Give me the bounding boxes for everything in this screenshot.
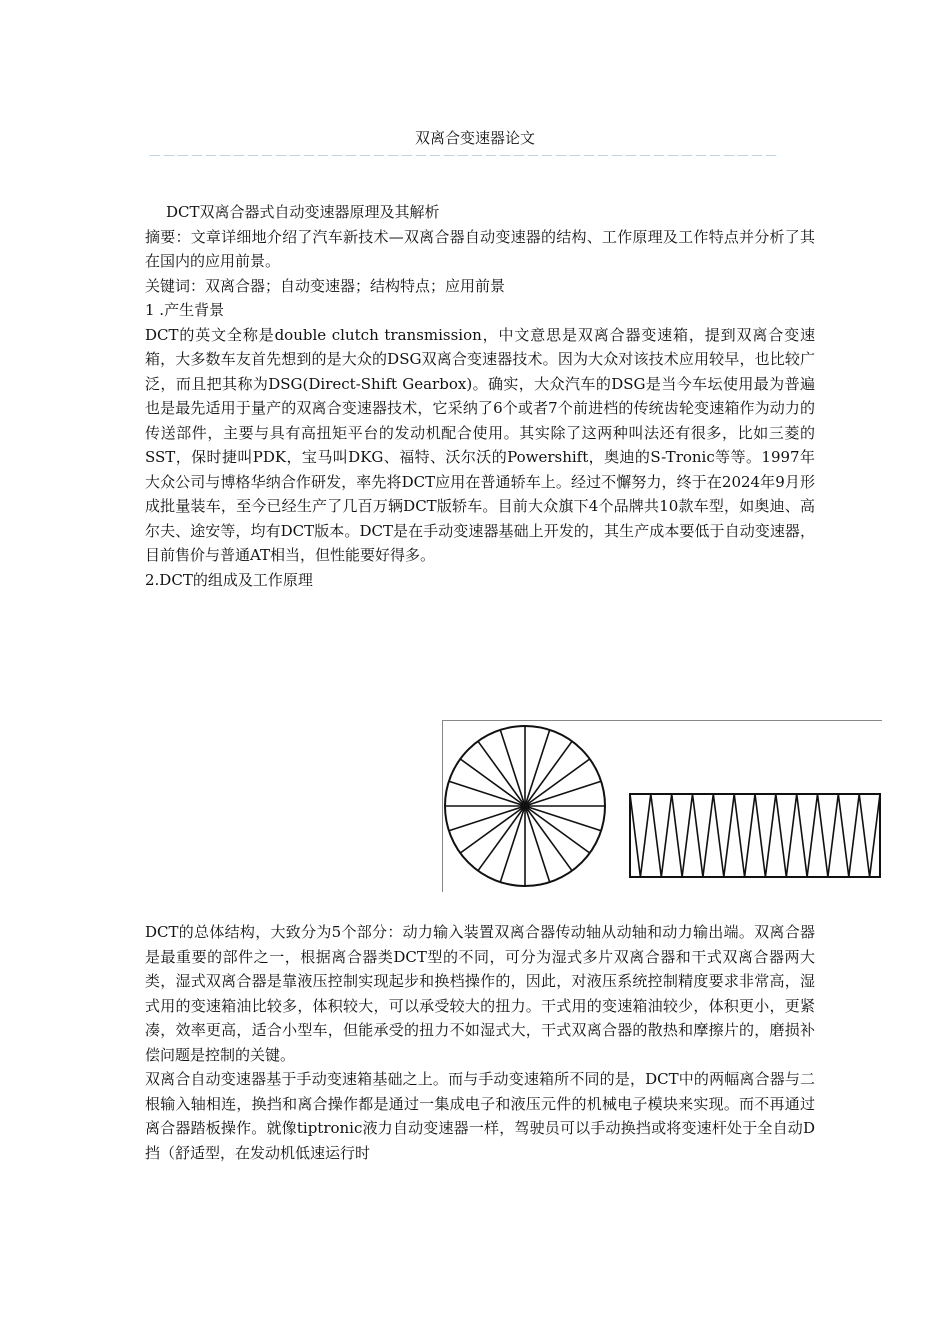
wheel-spoke [449, 806, 525, 831]
wheel-spoke [525, 806, 550, 882]
wheel-spoke [500, 806, 525, 882]
section-1-paragraph: DCT的英文全称是double clutch transmission，中文意思是双离合器变速箱，提到双离合变速箱，大多数车友首先想到的是大众的DSG双离合变速器技术。因为大众对该技术应用较早，也比较广泛，而且把其称为DSG(Direct-Shift Gearbox)。确实，大众汽车的DSG是当今车坛使用最为普遍也是最先适用于量产的双离合变速器技术，它采纳了6个或者7个前进档的传统齿轮变速箱作为动力的传送部件，主要与具有高扭矩平台的发动机配合使用。其实除了这两种叫法还有很多，比如三菱的SST，保时捷叫PDK，宝马叫DKG、福特、沃尔沃的Powershift，奥迪的S-Tronic等等。1997年大众公司与博格华纳合作研发，率先将DCT应用在普通轿车上。经过不懈努力，终于在2024年9月形成批量装车，至今已经生产了几百万辆DCT版轿车。目前大众旗下4个品牌共10款车型，如奥迪、高尔夫、途安等，均有DCT版本。DCT是在手动变速器基础上开发的，其生产成本要低于自动变速器，目前售价与普通AT相当，但性能要好得多。 [145, 325, 815, 564]
paper-title: DCT双离合器式自动变速器原理及其解析 [166, 203, 440, 221]
spoked-wheel-shape [445, 726, 605, 886]
wheel-spoke [460, 759, 525, 806]
title-rule: －－－－－－－－－－－－－－－－－－－－－－－－－－－－－－－－－－－－－－－－－－－－－ [148, 150, 778, 164]
wheel-spoke [525, 730, 550, 806]
figure-image [442, 720, 882, 892]
wheel-spoke [449, 781, 525, 806]
wheel-spoke [478, 806, 525, 871]
wheel-spoke [525, 759, 590, 806]
figure-drawing [442, 720, 882, 892]
section-2-paragraph-2: 双离合自动变速器基于手动变速箱基础之上。而与手动变速箱所不同的是，DCT中的两幅离合器与二根输入轴相连，换挡和离合操作都是通过一集成电子和液压元件的机械电子模块来实现。而不再通过离合器踏板操作。就像tiptronic液力自动变速器一样，驾驶员可以手动换挡或将变速杆处于全自动D挡（舒适型，在发动机低速运行时 [145, 1070, 815, 1162]
abstract: 摘要：文章详细地介绍了汽车新技术—双离合器自动变速器的结构、工作原理及工作特点并分析了其在国内的应用前景。 [145, 227, 815, 270]
wheel-spoke [525, 741, 572, 806]
keywords: 关键词：双离合器；自动变速器；结构特点；应用前景 [145, 276, 506, 295]
wheel-spoke [478, 741, 525, 806]
wheel-spoke [525, 806, 601, 831]
zigzag-line [630, 794, 880, 877]
section-2-paragraph-1: DCT的总体结构，大致分为5个部分：动力输入装置双离合器传动轴从动轴和动力输出端。双离合器是最重要的部件之一，根据离合器类DCT型的不同，可分为湿式多片双离合器和干式双离合器两大类，湿式双离合器是靠液压控制实现起步和换档操作的，因此，对液压系统控制精度要求非常高，湿式用的变速箱油比较多，体积较大，可以承受较大的扭力。干式用的变速箱油较少，体积更小，更紧凑，效率更高，适合小型车，但能承受的扭力不如湿式大，干式双离合器的散热和摩擦片的，磨损补偿问题是控制的关键。 [145, 923, 815, 1064]
zigzag-shape [630, 794, 880, 877]
wheel-spoke [460, 806, 525, 853]
section-heading-2: 2.DCT的组成及工作原理 [145, 570, 313, 589]
wheel-spoke [525, 806, 590, 853]
page-title: 双离合变速器论文 [414, 129, 535, 147]
text-block-lower [145, 920, 815, 1165]
wheel-spoke [525, 781, 601, 806]
section-heading-1: 1 .产生背景 [145, 301, 225, 319]
text-block-upper [145, 200, 815, 592]
zigzag-frame [630, 794, 880, 877]
wheel-spoke [525, 806, 572, 871]
wheel-spoke [500, 730, 525, 806]
